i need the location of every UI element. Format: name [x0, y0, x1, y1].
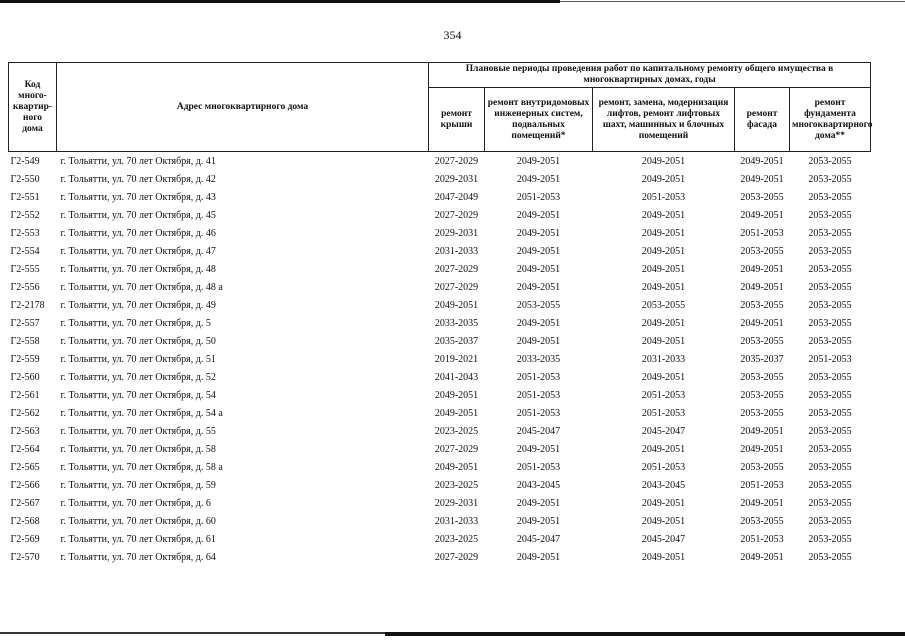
- row-roof-period-cell: 2041-2043: [434, 371, 479, 383]
- row-facade-period-cell: 2049-2051: [740, 443, 784, 455]
- row-address-cell: г. Тольятти, ул. 70 лет Октября, д. 61: [60, 533, 216, 545]
- row-facade-period-cell: 2053-2055: [740, 515, 784, 527]
- bottom-border-line-thick: [385, 632, 905, 636]
- capital-repair-schedule-table: [8, 62, 871, 566]
- row-address-cell: г. Тольятти, ул. 70 лет Октября, д. 60: [60, 515, 216, 527]
- row-facade-period-cell: 2053-2055: [740, 335, 784, 347]
- row-facade-period-cell: 2049-2051: [740, 173, 784, 185]
- row-address-cell: г. Тольятти, ул. 70 лет Октября, д. 47: [60, 245, 216, 257]
- row-systems-period-cell: 2049-2051: [516, 209, 561, 221]
- row-code-cell: Г2-550: [10, 173, 40, 185]
- table-row: [9, 476, 871, 494]
- row-elevators-period-cell: 2049-2051: [641, 155, 686, 167]
- row-code-cell: Г2-567: [10, 497, 40, 509]
- foundation-column-header: ремонт фундамента многоквартирного дома**: [790, 88, 871, 152]
- row-elevators-period-cell: 2053-2055: [641, 299, 686, 311]
- row-foundation-period-cell: 2053-2055: [808, 461, 852, 473]
- row-elevators-period-cell: 2049-2051: [641, 209, 686, 221]
- row-facade-period-cell: 2049-2051: [740, 497, 784, 509]
- row-address-cell: г. Тольятти, ул. 70 лет Октября, д. 51: [60, 353, 216, 365]
- row-roof-period-cell: 2027-2029: [434, 263, 479, 275]
- row-foundation-period-cell: 2053-2055: [808, 245, 852, 257]
- row-roof-period-cell: 2023-2025: [434, 425, 479, 437]
- row-address-cell: г. Тольятти, ул. 70 лет Октября, д. 41: [60, 155, 216, 167]
- row-systems-period-cell: 2051-2053: [516, 371, 561, 383]
- row-address-cell: г. Тольятти, ул. 70 лет Октября, д. 59: [60, 479, 216, 491]
- row-roof-period-cell: 2035-2037: [434, 335, 479, 347]
- row-roof-period-cell: 2049-2051: [434, 407, 479, 419]
- row-code-cell: Г2-551: [10, 191, 40, 203]
- row-elevators-period-cell: 2051-2053: [641, 191, 686, 203]
- row-systems-period-cell: 2049-2051: [516, 155, 561, 167]
- row-facade-period-cell: 2053-2055: [740, 407, 784, 419]
- code-column-header: Код много- квартир- ного дома: [9, 63, 57, 152]
- row-elevators-period-cell: 2049-2051: [641, 551, 686, 563]
- row-foundation-period-cell: 2051-2053: [808, 353, 852, 365]
- row-code-cell: Г2-554: [10, 245, 40, 257]
- row-foundation-period-cell: 2053-2055: [808, 533, 852, 545]
- row-address-cell: г. Тольятти, ул. 70 лет Октября, д. 54: [60, 389, 216, 401]
- elevators-column-header: ремонт, замена, модернизация лифтов, ремонт лифтовых шахт, машинных и блочных помещений: [593, 88, 735, 152]
- row-roof-period-cell: 2031-2033: [434, 515, 479, 527]
- row-facade-period-cell: 2053-2055: [740, 191, 784, 203]
- row-address-cell: г. Тольятти, ул. 70 лет Октября, д. 50: [60, 335, 216, 347]
- row-roof-period-cell: 2027-2029: [434, 443, 479, 455]
- row-roof-period-cell: 2049-2051: [434, 389, 479, 401]
- row-address-cell: г. Тольятти, ул. 70 лет Октября, д. 52: [60, 371, 216, 383]
- table-row: [9, 530, 871, 548]
- row-foundation-period-cell: 2053-2055: [808, 425, 852, 437]
- row-facade-period-cell: 2051-2053: [740, 533, 784, 545]
- row-foundation-period-cell: 2053-2055: [808, 479, 852, 491]
- row-elevators-period-cell: 2051-2053: [641, 461, 686, 473]
- table-row: [9, 314, 871, 332]
- row-systems-period-cell: 2053-2055: [516, 299, 561, 311]
- row-systems-period-cell: 2049-2051: [516, 317, 561, 329]
- table-row: [9, 170, 871, 188]
- row-systems-period-cell: 2049-2051: [516, 227, 561, 239]
- row-foundation-period-cell: 2053-2055: [808, 371, 852, 383]
- row-roof-period-cell: 2033-2035: [434, 317, 479, 329]
- row-systems-period-cell: 2049-2051: [516, 245, 561, 257]
- row-facade-period-cell: 2053-2055: [740, 371, 784, 383]
- row-foundation-period-cell: 2053-2055: [808, 389, 852, 401]
- row-code-cell: Г2-570: [10, 551, 40, 563]
- row-address-cell: г. Тольятти, ул. 70 лет Октября, д. 58: [60, 443, 216, 455]
- row-code-cell: Г2-558: [10, 335, 40, 347]
- row-address-cell: г. Тольятти, ул. 70 лет Октября, д. 58 а: [60, 461, 223, 473]
- row-roof-period-cell: 2047-2049: [434, 191, 479, 203]
- address-column-header: Адрес многоквартирного дома: [57, 63, 429, 152]
- row-facade-period-cell: 2035-2037: [740, 353, 784, 365]
- row-elevators-period-cell: 2049-2051: [641, 173, 686, 185]
- row-elevators-period-cell: 2049-2051: [641, 515, 686, 527]
- row-roof-period-cell: 2031-2033: [434, 245, 479, 257]
- table-row: [9, 278, 871, 296]
- row-systems-period-cell: 2051-2053: [516, 461, 561, 473]
- row-elevators-period-cell: 2043-2045: [641, 479, 686, 491]
- row-roof-period-cell: 2049-2051: [434, 461, 479, 473]
- table-row: [9, 224, 871, 242]
- row-elevators-period-cell: 2049-2051: [641, 227, 686, 239]
- row-facade-period-cell: 2049-2051: [740, 317, 784, 329]
- table-row: [9, 548, 871, 566]
- row-facade-period-cell: 2049-2051: [740, 281, 784, 293]
- table-row: [9, 332, 871, 350]
- row-roof-period-cell: 2027-2029: [434, 551, 479, 563]
- row-foundation-period-cell: 2053-2055: [808, 407, 852, 419]
- row-roof-period-cell: 2029-2031: [434, 173, 479, 185]
- row-code-cell: Г2-557: [10, 317, 40, 329]
- row-roof-period-cell: 2023-2025: [434, 533, 479, 545]
- row-foundation-period-cell: 2053-2055: [808, 497, 852, 509]
- row-systems-period-cell: 2045-2047: [516, 533, 561, 545]
- row-code-cell: Г2-549: [10, 155, 40, 167]
- row-systems-period-cell: 2049-2051: [516, 551, 561, 563]
- row-elevators-period-cell: 2049-2051: [641, 245, 686, 257]
- row-elevators-period-cell: 2049-2051: [641, 263, 686, 275]
- row-foundation-period-cell: 2053-2055: [808, 155, 852, 167]
- row-facade-period-cell: 2049-2051: [740, 263, 784, 275]
- row-foundation-period-cell: 2053-2055: [808, 443, 852, 455]
- row-foundation-period-cell: 2053-2055: [808, 515, 852, 527]
- row-address-cell: г. Тольятти, ул. 70 лет Октября, д. 43: [60, 191, 216, 203]
- systems-column-header: ремонт внутридомовых инженерных систем, подвальных помещений*: [485, 88, 593, 152]
- row-facade-period-cell: 2053-2055: [740, 245, 784, 257]
- row-systems-period-cell: 2049-2051: [516, 515, 561, 527]
- row-systems-period-cell: 2049-2051: [516, 173, 561, 185]
- row-elevators-period-cell: 2049-2051: [641, 335, 686, 347]
- row-address-cell: г. Тольятти, ул. 70 лет Октября, д. 49: [60, 299, 216, 311]
- row-foundation-period-cell: 2053-2055: [808, 281, 852, 293]
- row-roof-period-cell: 2029-2031: [434, 227, 479, 239]
- row-code-cell: Г2-560: [10, 371, 40, 383]
- row-foundation-period-cell: 2053-2055: [808, 191, 852, 203]
- row-elevators-period-cell: 2031-2033: [641, 353, 686, 365]
- row-address-cell: г. Тольятти, ул. 70 лет Октября, д. 64: [60, 551, 216, 563]
- row-elevators-period-cell: 2049-2051: [641, 497, 686, 509]
- table-row: [9, 494, 871, 512]
- row-foundation-period-cell: 2053-2055: [808, 173, 852, 185]
- top-border-line-thin: [560, 1, 905, 2]
- table-row: [9, 368, 871, 386]
- row-facade-period-cell: 2049-2051: [740, 155, 784, 167]
- row-systems-period-cell: 2049-2051: [516, 335, 561, 347]
- row-elevators-period-cell: 2051-2053: [641, 407, 686, 419]
- row-code-cell: Г2-565: [10, 461, 40, 473]
- row-code-cell: Г2-2178: [10, 299, 45, 311]
- row-systems-period-cell: 2051-2053: [516, 389, 561, 401]
- row-roof-period-cell: 2027-2029: [434, 155, 479, 167]
- row-elevators-period-cell: 2049-2051: [641, 371, 686, 383]
- row-code-cell: Г2-562: [10, 407, 40, 419]
- table-body: [9, 152, 871, 567]
- row-code-cell: Г2-559: [10, 353, 40, 365]
- row-systems-period-cell: 2051-2053: [516, 407, 561, 419]
- row-address-cell: г. Тольятти, ул. 70 лет Октября, д. 42: [60, 173, 216, 185]
- table-row: [9, 260, 871, 278]
- table-row: [9, 440, 871, 458]
- table-row: [9, 422, 871, 440]
- row-systems-period-cell: 2045-2047: [516, 425, 561, 437]
- row-address-cell: г. Тольятти, ул. 70 лет Октября, д. 48 а: [60, 281, 223, 293]
- page-number: 354: [443, 28, 462, 42]
- row-address-cell: г. Тольятти, ул. 70 лет Октября, д. 5: [60, 317, 211, 329]
- row-systems-period-cell: 2049-2051: [516, 497, 561, 509]
- row-systems-period-cell: 2049-2051: [516, 281, 561, 293]
- row-code-cell: Г2-564: [10, 443, 40, 455]
- row-code-cell: Г2-569: [10, 533, 40, 545]
- row-roof-period-cell: 2019-2021: [434, 353, 479, 365]
- row-roof-period-cell: 2049-2051: [434, 299, 479, 311]
- roof-column-header: ремонт крыши: [429, 88, 485, 152]
- row-elevators-period-cell: 2051-2053: [641, 389, 686, 401]
- table-row: [9, 188, 871, 206]
- table-row: [9, 404, 871, 422]
- row-foundation-period-cell: 2053-2055: [808, 227, 852, 239]
- row-code-cell: Г2-556: [10, 281, 40, 293]
- row-facade-period-cell: 2051-2053: [740, 479, 784, 491]
- row-address-cell: г. Тольятти, ул. 70 лет Октября, д. 55: [60, 425, 216, 437]
- row-foundation-period-cell: 2053-2055: [808, 335, 852, 347]
- table-row: [9, 350, 871, 368]
- row-facade-period-cell: 2049-2051: [740, 551, 784, 563]
- row-foundation-period-cell: 2053-2055: [808, 263, 852, 275]
- table-row: [9, 152, 871, 171]
- row-facade-period-cell: 2049-2051: [740, 425, 784, 437]
- row-systems-period-cell: 2033-2035: [516, 353, 561, 365]
- row-elevators-period-cell: 2045-2047: [641, 425, 686, 437]
- row-systems-period-cell: 2049-2051: [516, 263, 561, 275]
- row-address-cell: г. Тольятти, ул. 70 лет Октября, д. 45: [60, 209, 216, 221]
- row-code-cell: Г2-566: [10, 479, 40, 491]
- table-row: [9, 458, 871, 476]
- row-elevators-period-cell: 2049-2051: [641, 281, 686, 293]
- row-roof-period-cell: 2029-2031: [434, 497, 479, 509]
- row-elevators-period-cell: 2045-2047: [641, 533, 686, 545]
- row-roof-period-cell: 2023-2025: [434, 479, 479, 491]
- row-elevators-period-cell: 2049-2051: [641, 317, 686, 329]
- row-elevators-period-cell: 2049-2051: [641, 443, 686, 455]
- table-row: [9, 296, 871, 314]
- row-foundation-period-cell: 2053-2055: [808, 317, 852, 329]
- row-address-cell: г. Тольятти, ул. 70 лет Октября, д. 6: [60, 497, 211, 509]
- table-row: [9, 512, 871, 530]
- table-row: [9, 242, 871, 260]
- row-foundation-period-cell: 2053-2055: [808, 299, 852, 311]
- planned-periods-group-header: Плановые периоды проведения работ по капитальному ремонту общего имущества в многоквартирных домах, годы: [429, 63, 871, 88]
- row-systems-period-cell: 2051-2053: [516, 191, 561, 203]
- row-code-cell: Г2-561: [10, 389, 40, 401]
- row-facade-period-cell: 2051-2053: [740, 227, 784, 239]
- row-code-cell: Г2-563: [10, 425, 40, 437]
- row-code-cell: Г2-553: [10, 227, 40, 239]
- row-roof-period-cell: 2027-2029: [434, 209, 479, 221]
- row-foundation-period-cell: 2053-2055: [808, 551, 852, 563]
- row-facade-period-cell: 2053-2055: [740, 389, 784, 401]
- row-roof-period-cell: 2027-2029: [434, 281, 479, 293]
- table-row: [9, 386, 871, 404]
- facade-column-header: ремонт фасада: [735, 88, 790, 152]
- row-address-cell: г. Тольятти, ул. 70 лет Октября, д. 54 а: [60, 407, 223, 419]
- row-code-cell: Г2-552: [10, 209, 40, 221]
- row-facade-period-cell: 2053-2055: [740, 299, 784, 311]
- row-systems-period-cell: 2043-2045: [516, 479, 561, 491]
- row-systems-period-cell: 2049-2051: [516, 443, 561, 455]
- row-code-cell: Г2-555: [10, 263, 40, 275]
- row-foundation-period-cell: 2053-2055: [808, 209, 852, 221]
- row-address-cell: г. Тольятти, ул. 70 лет Октября, д. 46: [60, 227, 216, 239]
- row-code-cell: Г2-568: [10, 515, 40, 527]
- top-border-line: [0, 0, 560, 3]
- row-facade-period-cell: 2053-2055: [740, 461, 784, 473]
- table-row: [9, 206, 871, 224]
- row-address-cell: г. Тольятти, ул. 70 лет Октября, д. 48: [60, 263, 216, 275]
- row-facade-period-cell: 2049-2051: [740, 209, 784, 221]
